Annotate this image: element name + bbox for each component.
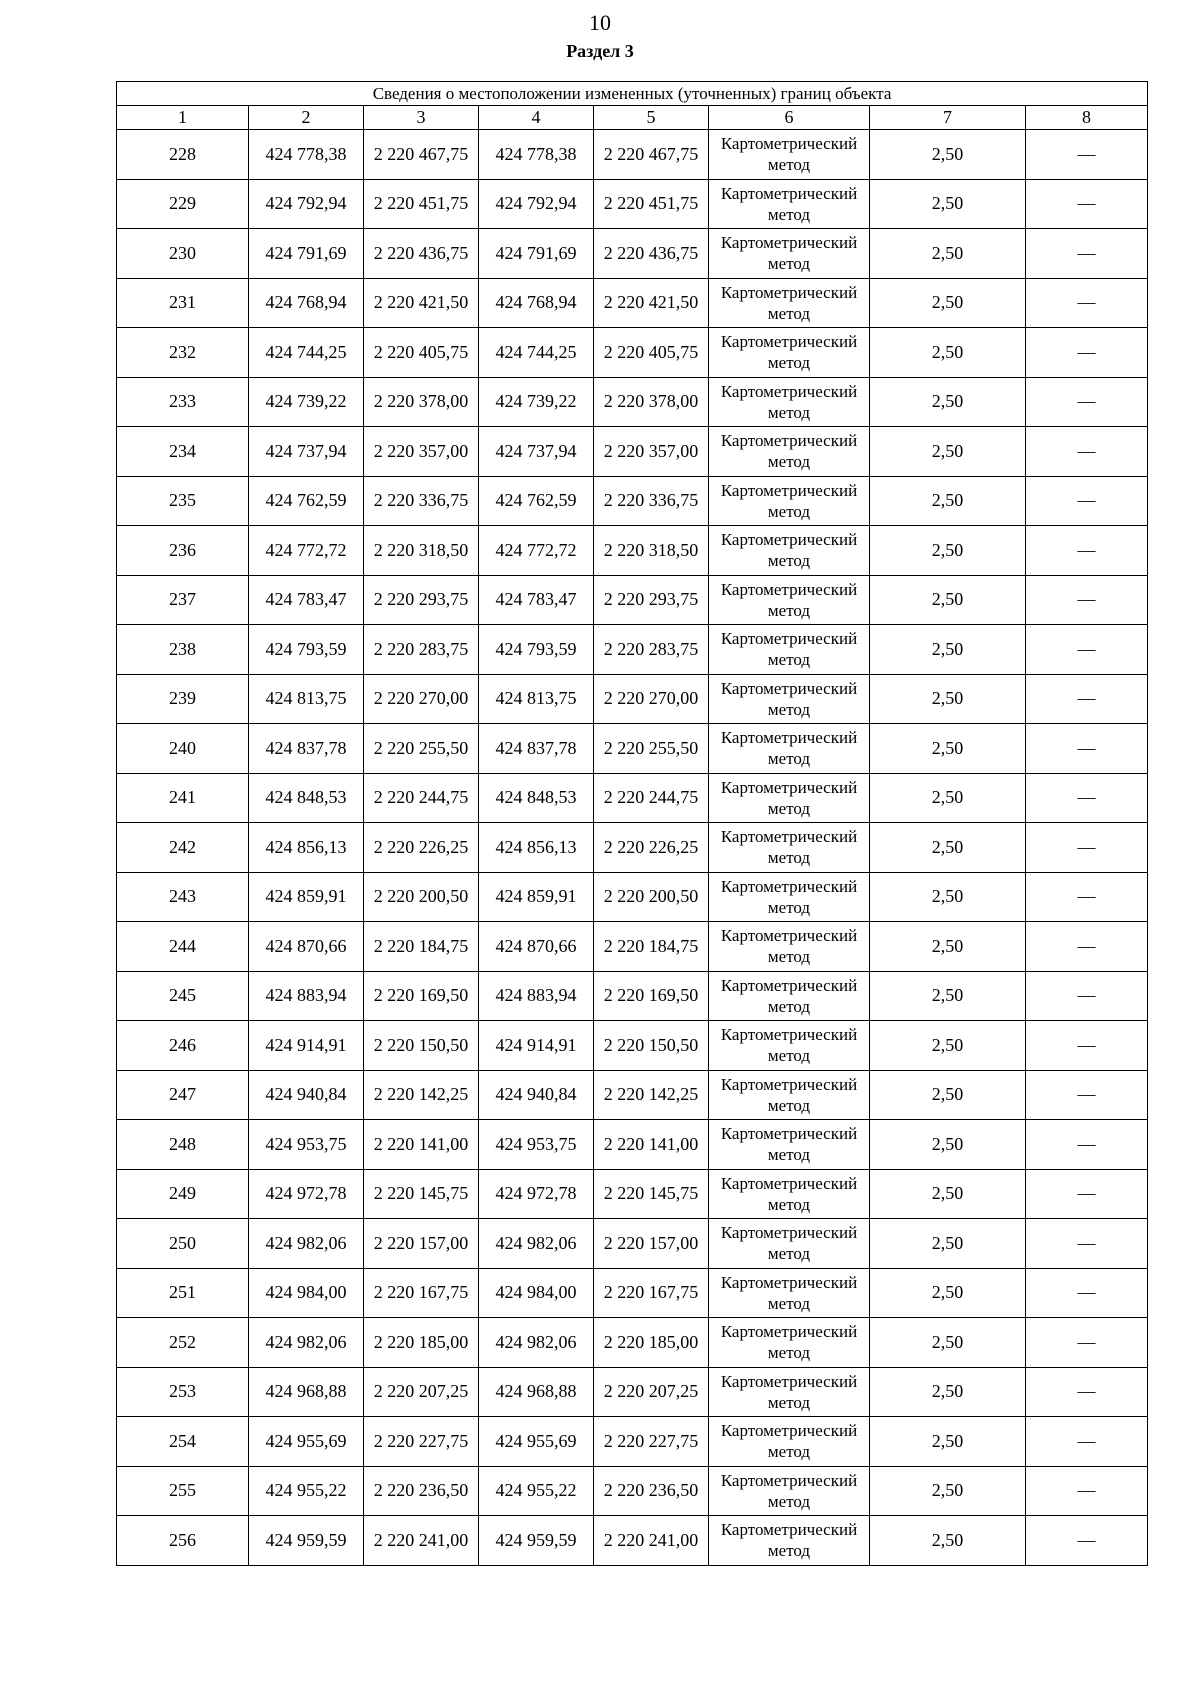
y-old-cell: 2 220 157,00: [364, 1219, 479, 1269]
description-cell: —: [1026, 377, 1148, 427]
point-number-cell: 255: [117, 1466, 249, 1516]
y-old-cell: 2 220 150,50: [364, 1021, 479, 1071]
method-cell: Картометрический метод: [709, 1516, 870, 1566]
point-number-cell: 229: [117, 179, 249, 229]
x-new-cell: 424 837,78: [479, 724, 594, 774]
table-row: [117, 278, 1148, 328]
column-number-8: 8: [1026, 106, 1148, 130]
method-cell: Картометрический метод: [709, 625, 870, 675]
y-old-cell: 2 220 467,75: [364, 130, 479, 180]
x-old-cell: 424 768,94: [249, 278, 364, 328]
x-old-cell: 424 955,69: [249, 1417, 364, 1467]
method-cell: Картометрический метод: [709, 1219, 870, 1269]
x-old-cell: 424 955,22: [249, 1466, 364, 1516]
point-number-cell: 256: [117, 1516, 249, 1566]
y-new-cell: 2 220 227,75: [594, 1417, 709, 1467]
x-new-cell: 424 982,06: [479, 1219, 594, 1269]
description-cell: —: [1026, 674, 1148, 724]
y-old-cell: 2 220 169,50: [364, 971, 479, 1021]
y-new-cell: 2 220 421,50: [594, 278, 709, 328]
table-caption-row: [117, 82, 1148, 106]
accuracy-cell: 2,50: [870, 724, 1026, 774]
column-number-1: 1: [117, 106, 249, 130]
accuracy-cell: 2,50: [870, 625, 1026, 675]
y-new-cell: 2 220 378,00: [594, 377, 709, 427]
x-old-cell: 424 744,25: [249, 328, 364, 378]
accuracy-cell: 2,50: [870, 872, 1026, 922]
column-number-3: 3: [364, 106, 479, 130]
y-old-cell: 2 220 184,75: [364, 922, 479, 972]
y-old-cell: 2 220 436,75: [364, 229, 479, 279]
table-row: [117, 773, 1148, 823]
point-number-cell: 241: [117, 773, 249, 823]
x-old-cell: 424 739,22: [249, 377, 364, 427]
accuracy-cell: 2,50: [870, 674, 1026, 724]
y-new-cell: 2 220 451,75: [594, 179, 709, 229]
y-old-cell: 2 220 142,25: [364, 1070, 479, 1120]
y-new-cell: 2 220 318,50: [594, 526, 709, 576]
table-row: [117, 1466, 1148, 1516]
method-cell: Картометрический метод: [709, 724, 870, 774]
y-new-cell: 2 220 184,75: [594, 922, 709, 972]
y-new-cell: 2 220 142,25: [594, 1070, 709, 1120]
y-old-cell: 2 220 405,75: [364, 328, 479, 378]
x-old-cell: 424 883,94: [249, 971, 364, 1021]
accuracy-cell: 2,50: [870, 1021, 1026, 1071]
x-old-cell: 424 813,75: [249, 674, 364, 724]
table-row: [117, 1021, 1148, 1071]
point-number-cell: 236: [117, 526, 249, 576]
description-cell: —: [1026, 476, 1148, 526]
accuracy-cell: 2,50: [870, 1268, 1026, 1318]
point-number-cell: 250: [117, 1219, 249, 1269]
table-row: [117, 823, 1148, 873]
point-number-cell: 231: [117, 278, 249, 328]
y-new-cell: 2 220 405,75: [594, 328, 709, 378]
table-row: [117, 1219, 1148, 1269]
column-number-4: 4: [479, 106, 594, 130]
description-cell: —: [1026, 625, 1148, 675]
point-number-cell: 228: [117, 130, 249, 180]
table-row: [117, 377, 1148, 427]
description-cell: —: [1026, 278, 1148, 328]
y-new-cell: 2 220 200,50: [594, 872, 709, 922]
method-cell: Картометрический метод: [709, 971, 870, 1021]
y-new-cell: 2 220 169,50: [594, 971, 709, 1021]
point-number-cell: 244: [117, 922, 249, 972]
y-new-cell: 2 220 270,00: [594, 674, 709, 724]
column-number-7: 7: [870, 106, 1026, 130]
y-new-cell: 2 220 467,75: [594, 130, 709, 180]
table-row: [117, 229, 1148, 279]
accuracy-cell: 2,50: [870, 476, 1026, 526]
accuracy-cell: 2,50: [870, 1516, 1026, 1566]
accuracy-cell: 2,50: [870, 278, 1026, 328]
x-old-cell: 424 968,88: [249, 1367, 364, 1417]
x-old-cell: 424 859,91: [249, 872, 364, 922]
description-cell: —: [1026, 1070, 1148, 1120]
x-new-cell: 424 982,06: [479, 1318, 594, 1368]
x-new-cell: 424 737,94: [479, 427, 594, 477]
method-cell: Картометрический метод: [709, 575, 870, 625]
y-old-cell: 2 220 318,50: [364, 526, 479, 576]
description-cell: —: [1026, 773, 1148, 823]
method-cell: Картометрический метод: [709, 1417, 870, 1467]
method-cell: Картометрический метод: [709, 179, 870, 229]
accuracy-cell: 2,50: [870, 575, 1026, 625]
table-body: [117, 130, 1148, 1566]
accuracy-cell: 2,50: [870, 922, 1026, 972]
accuracy-cell: 2,50: [870, 377, 1026, 427]
method-cell: Картометрический метод: [709, 1021, 870, 1071]
accuracy-cell: 2,50: [870, 1367, 1026, 1417]
x-old-cell: 424 940,84: [249, 1070, 364, 1120]
y-old-cell: 2 220 200,50: [364, 872, 479, 922]
method-cell: Картометрический метод: [709, 377, 870, 427]
table-row: [117, 476, 1148, 526]
point-number-cell: 232: [117, 328, 249, 378]
x-old-cell: 424 772,72: [249, 526, 364, 576]
method-cell: Картометрический метод: [709, 872, 870, 922]
accuracy-cell: 2,50: [870, 971, 1026, 1021]
description-cell: —: [1026, 1318, 1148, 1368]
accuracy-cell: 2,50: [870, 179, 1026, 229]
table-row: [117, 130, 1148, 180]
x-old-cell: 424 982,06: [249, 1318, 364, 1368]
y-old-cell: 2 220 244,75: [364, 773, 479, 823]
description-cell: —: [1026, 130, 1148, 180]
description-cell: —: [1026, 1021, 1148, 1071]
table-row: [117, 872, 1148, 922]
x-new-cell: 424 972,78: [479, 1169, 594, 1219]
method-cell: Картометрический метод: [709, 823, 870, 873]
y-new-cell: 2 220 167,75: [594, 1268, 709, 1318]
y-old-cell: 2 220 207,25: [364, 1367, 479, 1417]
point-number-cell: 253: [117, 1367, 249, 1417]
point-number-cell: 240: [117, 724, 249, 774]
x-old-cell: 424 959,59: [249, 1516, 364, 1566]
accuracy-cell: 2,50: [870, 1169, 1026, 1219]
description-cell: —: [1026, 1268, 1148, 1318]
description-cell: —: [1026, 328, 1148, 378]
point-number-cell: 233: [117, 377, 249, 427]
method-cell: Картометрический метод: [709, 1268, 870, 1318]
point-number-cell: 234: [117, 427, 249, 477]
method-cell: Картометрический метод: [709, 674, 870, 724]
point-number-cell: 251: [117, 1268, 249, 1318]
table-row: [117, 625, 1148, 675]
y-old-cell: 2 220 378,00: [364, 377, 479, 427]
table-row: [117, 1070, 1148, 1120]
x-new-cell: 424 968,88: [479, 1367, 594, 1417]
x-new-cell: 424 783,47: [479, 575, 594, 625]
description-cell: —: [1026, 1516, 1148, 1566]
y-old-cell: 2 220 255,50: [364, 724, 479, 774]
description-cell: —: [1026, 1219, 1148, 1269]
point-number-cell: 252: [117, 1318, 249, 1368]
x-old-cell: 424 972,78: [249, 1169, 364, 1219]
y-old-cell: 2 220 141,00: [364, 1120, 479, 1170]
table-row: [117, 724, 1148, 774]
column-number-row: [117, 106, 1148, 130]
point-number-cell: 248: [117, 1120, 249, 1170]
description-cell: —: [1026, 872, 1148, 922]
x-old-cell: 424 984,00: [249, 1268, 364, 1318]
x-new-cell: 424 848,53: [479, 773, 594, 823]
y-new-cell: 2 220 236,50: [594, 1466, 709, 1516]
method-cell: Картометрический метод: [709, 1169, 870, 1219]
description-cell: —: [1026, 1417, 1148, 1467]
x-old-cell: 424 792,94: [249, 179, 364, 229]
accuracy-cell: 2,50: [870, 1318, 1026, 1368]
y-new-cell: 2 220 255,50: [594, 724, 709, 774]
x-old-cell: 424 870,66: [249, 922, 364, 972]
y-old-cell: 2 220 167,75: [364, 1268, 479, 1318]
method-cell: Картометрический метод: [709, 1070, 870, 1120]
y-new-cell: 2 220 336,75: [594, 476, 709, 526]
x-new-cell: 424 791,69: [479, 229, 594, 279]
point-number-cell: 235: [117, 476, 249, 526]
y-new-cell: 2 220 145,75: [594, 1169, 709, 1219]
x-new-cell: 424 859,91: [479, 872, 594, 922]
x-new-cell: 424 793,59: [479, 625, 594, 675]
x-new-cell: 424 955,69: [479, 1417, 594, 1467]
table-row: [117, 674, 1148, 724]
description-cell: —: [1026, 229, 1148, 279]
x-new-cell: 424 959,59: [479, 1516, 594, 1566]
y-new-cell: 2 220 150,50: [594, 1021, 709, 1071]
y-old-cell: 2 220 185,00: [364, 1318, 479, 1368]
table-caption: Сведения о местоположении измененных (уточненных) границ объекта: [117, 82, 1148, 106]
point-number-cell: 230: [117, 229, 249, 279]
x-new-cell: 424 984,00: [479, 1268, 594, 1318]
description-cell: —: [1026, 1466, 1148, 1516]
accuracy-cell: 2,50: [870, 823, 1026, 873]
table-row: [117, 1417, 1148, 1467]
table-row: [117, 575, 1148, 625]
y-new-cell: 2 220 157,00: [594, 1219, 709, 1269]
y-old-cell: 2 220 226,25: [364, 823, 479, 873]
x-new-cell: 424 792,94: [479, 179, 594, 229]
table-row: [117, 526, 1148, 576]
y-new-cell: 2 220 241,00: [594, 1516, 709, 1566]
y-old-cell: 2 220 421,50: [364, 278, 479, 328]
point-number-cell: 249: [117, 1169, 249, 1219]
y-new-cell: 2 220 293,75: [594, 575, 709, 625]
column-number-6: 6: [709, 106, 870, 130]
description-cell: —: [1026, 971, 1148, 1021]
method-cell: Картометрический метод: [709, 130, 870, 180]
point-number-cell: 247: [117, 1070, 249, 1120]
y-old-cell: 2 220 293,75: [364, 575, 479, 625]
x-old-cell: 424 982,06: [249, 1219, 364, 1269]
x-old-cell: 424 953,75: [249, 1120, 364, 1170]
x-old-cell: 424 762,59: [249, 476, 364, 526]
column-number-2: 2: [249, 106, 364, 130]
accuracy-cell: 2,50: [870, 1466, 1026, 1516]
table-row: [117, 179, 1148, 229]
table-row: [117, 922, 1148, 972]
method-cell: Картометрический метод: [709, 1466, 870, 1516]
method-cell: Картометрический метод: [709, 328, 870, 378]
column-number-5: 5: [594, 106, 709, 130]
x-old-cell: 424 793,59: [249, 625, 364, 675]
description-cell: —: [1026, 724, 1148, 774]
x-old-cell: 424 848,53: [249, 773, 364, 823]
x-new-cell: 424 940,84: [479, 1070, 594, 1120]
table-row: [117, 328, 1148, 378]
x-new-cell: 424 955,22: [479, 1466, 594, 1516]
method-cell: Картометрический метод: [709, 427, 870, 477]
accuracy-cell: 2,50: [870, 130, 1026, 180]
description-cell: —: [1026, 526, 1148, 576]
x-old-cell: 424 856,13: [249, 823, 364, 873]
method-cell: Картометрический метод: [709, 476, 870, 526]
description-cell: —: [1026, 575, 1148, 625]
description-cell: —: [1026, 1120, 1148, 1170]
y-new-cell: 2 220 141,00: [594, 1120, 709, 1170]
x-old-cell: 424 737,94: [249, 427, 364, 477]
x-new-cell: 424 768,94: [479, 278, 594, 328]
accuracy-cell: 2,50: [870, 1070, 1026, 1120]
method-cell: Картометрический метод: [709, 278, 870, 328]
table-row: [117, 1120, 1148, 1170]
table-row: [117, 1268, 1148, 1318]
y-old-cell: 2 220 336,75: [364, 476, 479, 526]
section-title: Раздел 3: [566, 41, 634, 61]
y-old-cell: 2 220 270,00: [364, 674, 479, 724]
point-number-cell: 242: [117, 823, 249, 873]
x-new-cell: 424 856,13: [479, 823, 594, 873]
description-cell: —: [1026, 823, 1148, 873]
table-row: [117, 1318, 1148, 1368]
x-new-cell: 424 778,38: [479, 130, 594, 180]
x-new-cell: 424 813,75: [479, 674, 594, 724]
table-row: [117, 1367, 1148, 1417]
method-cell: Картометрический метод: [709, 1318, 870, 1368]
method-cell: Картометрический метод: [709, 526, 870, 576]
point-number-cell: 238: [117, 625, 249, 675]
accuracy-cell: 2,50: [870, 328, 1026, 378]
x-old-cell: 424 914,91: [249, 1021, 364, 1071]
x-old-cell: 424 778,38: [249, 130, 364, 180]
point-number-cell: 243: [117, 872, 249, 922]
x-new-cell: 424 744,25: [479, 328, 594, 378]
accuracy-cell: 2,50: [870, 773, 1026, 823]
method-cell: Картометрический метод: [709, 1367, 870, 1417]
y-old-cell: 2 220 241,00: [364, 1516, 479, 1566]
y-old-cell: 2 220 283,75: [364, 625, 479, 675]
accuracy-cell: 2,50: [870, 1219, 1026, 1269]
y-old-cell: 2 220 357,00: [364, 427, 479, 477]
y-new-cell: 2 220 357,00: [594, 427, 709, 477]
x-old-cell: 424 783,47: [249, 575, 364, 625]
method-cell: Картометрический метод: [709, 773, 870, 823]
x-new-cell: 424 739,22: [479, 377, 594, 427]
x-new-cell: 424 914,91: [479, 1021, 594, 1071]
y-old-cell: 2 220 451,75: [364, 179, 479, 229]
x-old-cell: 424 791,69: [249, 229, 364, 279]
method-cell: Картометрический метод: [709, 229, 870, 279]
y-new-cell: 2 220 185,00: [594, 1318, 709, 1368]
x-new-cell: 424 772,72: [479, 526, 594, 576]
point-number-cell: 254: [117, 1417, 249, 1467]
point-number-cell: 237: [117, 575, 249, 625]
accuracy-cell: 2,50: [870, 1417, 1026, 1467]
method-cell: Картометрический метод: [709, 1120, 870, 1170]
table-row: [117, 427, 1148, 477]
accuracy-cell: 2,50: [870, 526, 1026, 576]
point-number-cell: 246: [117, 1021, 249, 1071]
description-cell: —: [1026, 179, 1148, 229]
x-new-cell: 424 883,94: [479, 971, 594, 1021]
page-number: 10: [589, 10, 611, 35]
coordinates-table: [116, 81, 1148, 1566]
method-cell: Картометрический метод: [709, 922, 870, 972]
x-old-cell: 424 837,78: [249, 724, 364, 774]
point-number-cell: 239: [117, 674, 249, 724]
y-new-cell: 2 220 436,75: [594, 229, 709, 279]
description-cell: —: [1026, 427, 1148, 477]
accuracy-cell: 2,50: [870, 427, 1026, 477]
y-new-cell: 2 220 244,75: [594, 773, 709, 823]
point-number-cell: 245: [117, 971, 249, 1021]
accuracy-cell: 2,50: [870, 229, 1026, 279]
table-row: [117, 1516, 1148, 1566]
y-old-cell: 2 220 236,50: [364, 1466, 479, 1516]
y-new-cell: 2 220 226,25: [594, 823, 709, 873]
x-new-cell: 424 953,75: [479, 1120, 594, 1170]
description-cell: —: [1026, 1367, 1148, 1417]
y-new-cell: 2 220 207,25: [594, 1367, 709, 1417]
y-new-cell: 2 220 283,75: [594, 625, 709, 675]
y-old-cell: 2 220 145,75: [364, 1169, 479, 1219]
table-row: [117, 1169, 1148, 1219]
y-old-cell: 2 220 227,75: [364, 1417, 479, 1467]
x-new-cell: 424 762,59: [479, 476, 594, 526]
table-row: [117, 971, 1148, 1021]
description-cell: —: [1026, 1169, 1148, 1219]
x-new-cell: 424 870,66: [479, 922, 594, 972]
description-cell: —: [1026, 922, 1148, 972]
accuracy-cell: 2,50: [870, 1120, 1026, 1170]
